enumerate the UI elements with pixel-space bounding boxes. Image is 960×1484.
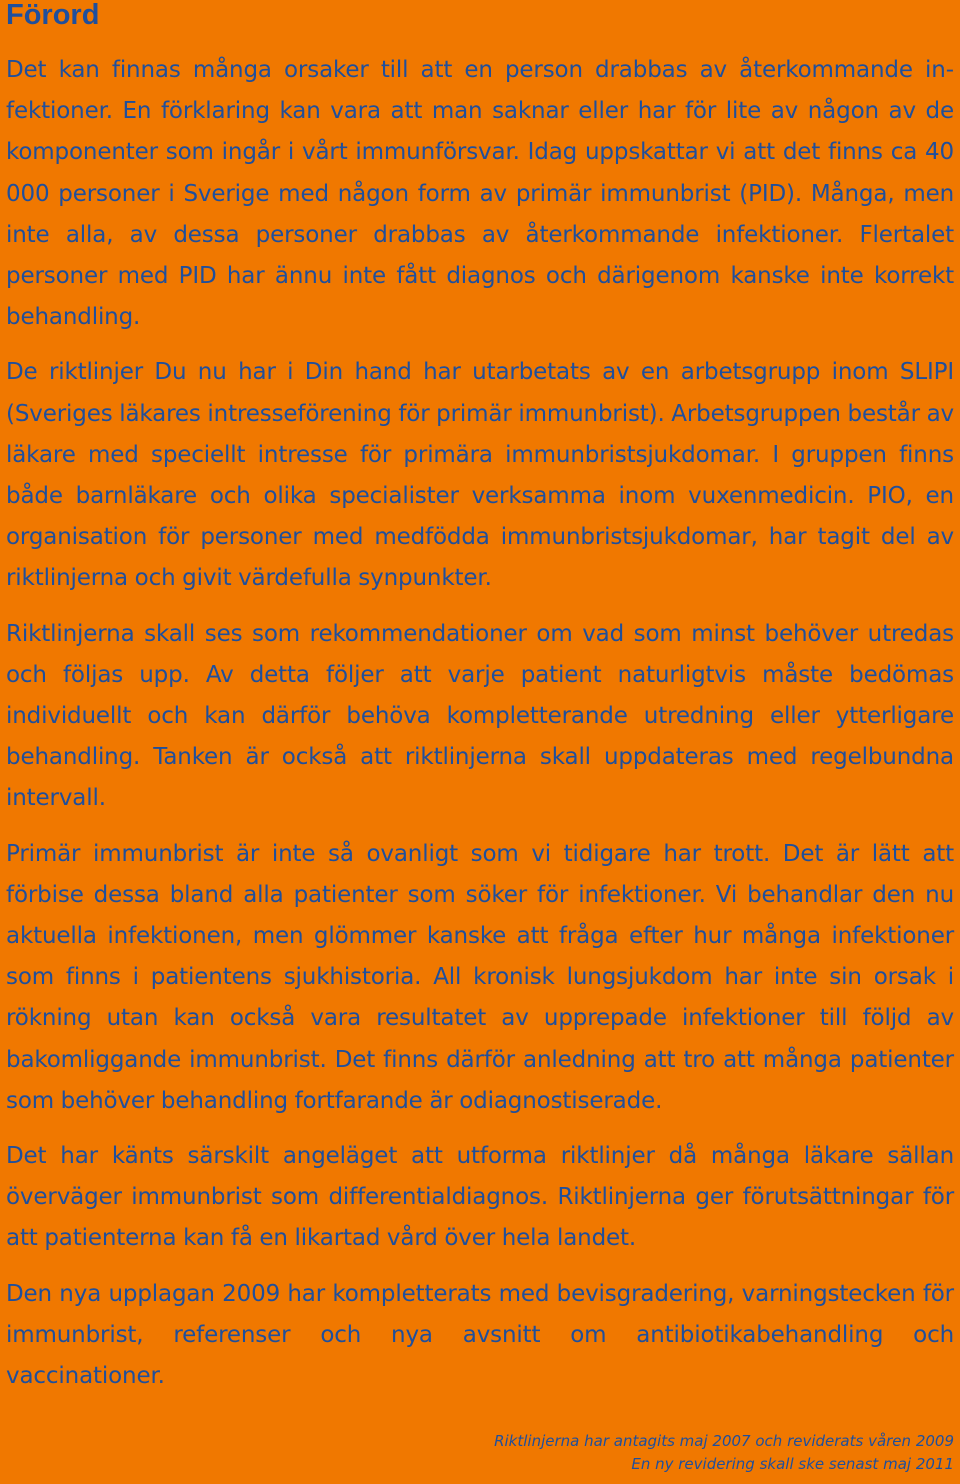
page-title: Förord xyxy=(6,0,100,31)
revision-note-line-1: Riktlinjerna har antagits maj 2007 och reviderats våren 2009 xyxy=(494,1432,954,1450)
revision-note xyxy=(494,1430,954,1476)
paragraph-intro: Det kan finnas många orsaker till att en person drabbas av återkommande infektioner. En förklaring kan vara att man saknar eller har för lite av någon av de komponenter som ingår i vårt immunförsvar. Idag uppskattar vi att det finns ca 40 000 personer i Sverige med någon form av primär immunbrist (PID). Många, men inte alla, av dessa personer drabbas av återkommande infektioner. Flertalet personer med PID har ännu inte fått diagnos och därigenom kanske inte korrekt behandling. xyxy=(6,57,954,331)
paragraph-prevalence: Primär immunbrist är inte så ovanligt som vi tidigare har trott. Det är lätt att förbise dessa bland alla patienter som söker för infektioner. Vi behandlar den nu aktuella infektionen, men glömmer kanske att fråga efter hur många infektioner som finns i patientens sjukhistoria. All kronisk lungsjukdom har inte sin orsak i rökning utan kan också vara resultatet av upprepade infektioner till följd av bakomliggande immunbrist. Det finns därför anledning att tro att många patienter som behöver behandling fortfarande är odiagnostiserade. xyxy=(6,840,954,1114)
paragraph-motivation: Det har känts särskilt angeläget att utforma riktlinjer då många läkare sällan överväger immunbrist som differentialdiagnos. Riktlinjerna ger förutsättningar för att patienterna kan få en likartad vård över hela landet. xyxy=(6,1143,954,1252)
paragraph-working-group: De riktlinjer Du nu har i Din hand har utarbetats av en arbetsgrupp inom SLIPI (Sveriges läkares intresseförening för primär immunbrist). Arbetsgruppen består av läkare med speciellt intresse för primära immunbristsjukdomar. I gruppen finns både barnläkare och olika specialister verksamma inom vuxenmedicin. PIO, en organisation för personer med medfödda immunbristsjukdomar, har tagit del av riktlinjerna och givit värdefulla synpunkter. xyxy=(6,359,954,592)
paragraph-new-edition: Den nya upplagan 2009 har kompletterats med bevisgradering, varningstecken för immunbrist, referenser och nya avsnitt om antibiotikabehandling och vaccinationer. xyxy=(6,1280,954,1390)
body-text xyxy=(6,50,954,1411)
document-page xyxy=(6,0,954,1390)
paragraph-recommendations: Riktlinjerna skall ses som rekommendationer om vad som minst behöver utredas och följas upp. Av detta följer att varje patient naturligtvis måste bedömas individuellt och kan därför behöva kompletterande utredning eller ytterligare behandling. Tanken är också att riktlinjerna skall uppdateras med regelbundna intervall. xyxy=(6,620,954,812)
revision-note-line-2: En ny revidering skall ske senast maj 2011 xyxy=(631,1455,954,1473)
